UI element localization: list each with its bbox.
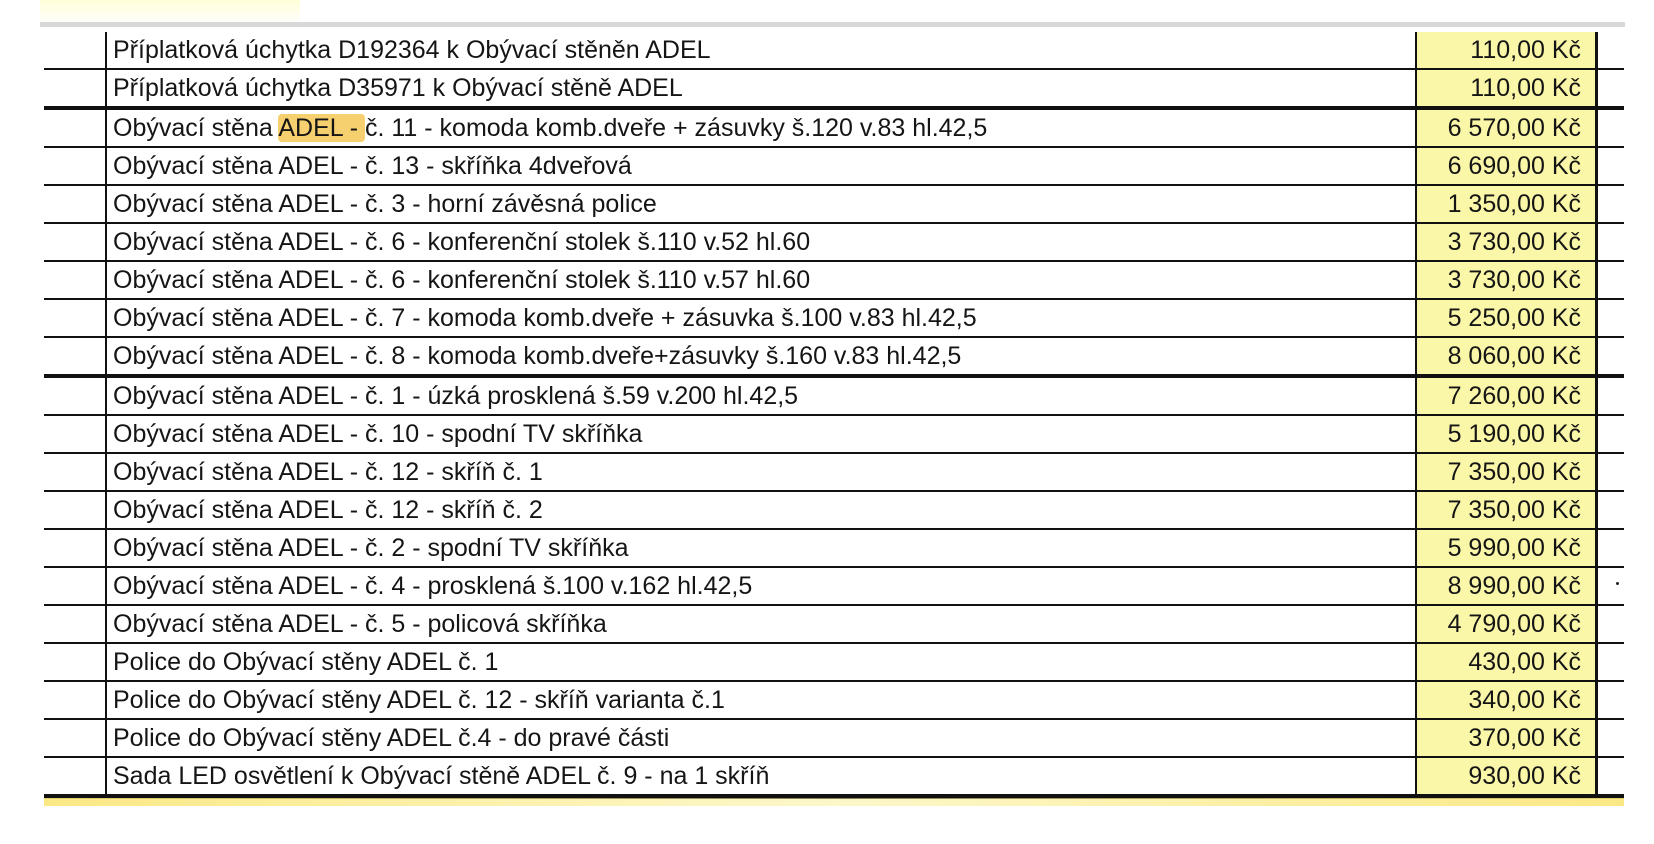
table-row bbox=[44, 108, 1624, 147]
table-top-edge bbox=[40, 22, 1625, 27]
empty-cell bbox=[44, 223, 106, 261]
table-row bbox=[44, 605, 1624, 643]
scan-speck bbox=[1616, 582, 1619, 585]
empty-cell bbox=[44, 376, 106, 415]
item-name: Obývací stěna ADEL - č. 12 - skříň č. 1 bbox=[106, 453, 1416, 491]
table-row bbox=[44, 415, 1624, 453]
empty-cell bbox=[44, 529, 106, 567]
item-price: 340,00 Kč bbox=[1416, 681, 1597, 719]
item-name: Obývací stěna ADEL - č. 8 - komoda komb.dveře+zásuvky š.160 v.83 hl.42,5 bbox=[106, 337, 1416, 376]
empty-cell bbox=[1597, 147, 1625, 185]
empty-cell bbox=[1597, 491, 1625, 529]
item-price: 1 350,00 Kč bbox=[1416, 185, 1597, 223]
table-row bbox=[44, 643, 1624, 681]
empty-cell bbox=[44, 261, 106, 299]
item-price: 110,00 Kč bbox=[1416, 32, 1597, 69]
empty-cell bbox=[44, 69, 106, 108]
table-row bbox=[44, 757, 1624, 797]
empty-cell bbox=[44, 681, 106, 719]
item-price: 5 190,00 Kč bbox=[1416, 415, 1597, 453]
item-name: Obývací stěna ADEL - č. 6 - konferenční stolek š.110 v.52 hl.60 bbox=[106, 223, 1416, 261]
item-price: 3 730,00 Kč bbox=[1416, 223, 1597, 261]
item-price: 5 250,00 Kč bbox=[1416, 299, 1597, 337]
empty-cell bbox=[1597, 108, 1625, 147]
item-price: 7 350,00 Kč bbox=[1416, 491, 1597, 529]
item-name: Police do Obývací stěny ADEL č. 1 bbox=[106, 643, 1416, 681]
empty-cell bbox=[1597, 223, 1625, 261]
empty-cell bbox=[1597, 719, 1625, 757]
table-row bbox=[44, 719, 1624, 757]
table-row bbox=[44, 223, 1624, 261]
empty-cell bbox=[1597, 261, 1625, 299]
table-row bbox=[44, 337, 1624, 376]
empty-cell bbox=[44, 567, 106, 605]
item-name: Obývací stěna ADEL - č. 3 - horní závěsná police bbox=[106, 185, 1416, 223]
empty-cell bbox=[1597, 757, 1625, 797]
empty-cell bbox=[1597, 605, 1625, 643]
item-name: Obývací stěna ADEL - č. 7 - komoda komb.dveře + zásuvka š.100 v.83 hl.42,5 bbox=[106, 299, 1416, 337]
empty-cell bbox=[1597, 643, 1625, 681]
table-row bbox=[44, 529, 1624, 567]
item-price: 5 990,00 Kč bbox=[1416, 529, 1597, 567]
empty-cell bbox=[44, 147, 106, 185]
item-name: Příplatková úchytka D192364 k Obývací stěněn ADEL bbox=[106, 32, 1416, 69]
item-price: 930,00 Kč bbox=[1416, 757, 1597, 797]
item-price: 7 350,00 Kč bbox=[1416, 453, 1597, 491]
empty-cell bbox=[44, 32, 106, 69]
empty-cell bbox=[1597, 32, 1625, 69]
table-row bbox=[44, 453, 1624, 491]
empty-cell bbox=[1597, 529, 1625, 567]
highlighter-mark bbox=[44, 798, 1624, 806]
table-row bbox=[44, 261, 1624, 299]
item-price: 7 260,00 Kč bbox=[1416, 376, 1597, 415]
empty-cell bbox=[44, 108, 106, 147]
item-name: Obývací stěna ADEL - č. 10 - spodní TV skříňka bbox=[106, 415, 1416, 453]
item-price: 6 570,00 Kč bbox=[1416, 108, 1597, 147]
item-price: 3 730,00 Kč bbox=[1416, 261, 1597, 299]
empty-cell bbox=[1597, 337, 1625, 376]
item-price: 8 060,00 Kč bbox=[1416, 337, 1597, 376]
table-row bbox=[44, 299, 1624, 337]
empty-cell bbox=[44, 719, 106, 757]
item-name: Obývací stěna ADEL - č. 1 - úzká prosklená š.59 v.200 hl.42,5 bbox=[106, 376, 1416, 415]
price-table bbox=[44, 32, 1624, 799]
empty-cell bbox=[1597, 453, 1625, 491]
empty-cell bbox=[44, 185, 106, 223]
table-row bbox=[44, 147, 1624, 185]
item-price: 8 990,00 Kč bbox=[1416, 567, 1597, 605]
empty-cell bbox=[1597, 567, 1625, 605]
table-row bbox=[44, 32, 1624, 69]
item-name-part: č. 11 - komoda komb.dveře + zásuvky š.120 v.83 hl.42,5 bbox=[364, 114, 988, 142]
table-row bbox=[44, 567, 1624, 605]
highlighter-mark bbox=[40, 0, 300, 24]
item-name: Obývací stěna ADEL - č. 6 - konferenční stolek š.110 v.57 hl.60 bbox=[106, 261, 1416, 299]
table-row bbox=[44, 69, 1624, 108]
empty-cell bbox=[1597, 415, 1625, 453]
table-row bbox=[44, 185, 1624, 223]
empty-cell bbox=[44, 643, 106, 681]
table-row bbox=[44, 376, 1624, 415]
empty-cell bbox=[44, 605, 106, 643]
empty-cell bbox=[1597, 299, 1625, 337]
item-price: 430,00 Kč bbox=[1416, 643, 1597, 681]
item-name bbox=[106, 108, 1416, 147]
item-name: Obývací stěna ADEL - č. 2 - spodní TV skříňka bbox=[106, 529, 1416, 567]
empty-cell bbox=[44, 415, 106, 453]
item-price: 370,00 Kč bbox=[1416, 719, 1597, 757]
highlighted-text: ADEL - bbox=[278, 114, 365, 142]
item-name: Obývací stěna ADEL - č. 4 - prosklená š.100 v.162 hl.42,5 bbox=[106, 567, 1416, 605]
item-name: Police do Obývací stěny ADEL č. 12 - skříň varianta č.1 bbox=[106, 681, 1416, 719]
item-name: Obývací stěna ADEL - č. 12 - skříň č. 2 bbox=[106, 491, 1416, 529]
empty-cell bbox=[1597, 376, 1625, 415]
empty-cell bbox=[44, 337, 106, 376]
item-name-part: Obývací stěna bbox=[113, 114, 279, 142]
empty-cell bbox=[44, 491, 106, 529]
empty-cell bbox=[44, 299, 106, 337]
empty-cell bbox=[44, 453, 106, 491]
item-name: Obývací stěna ADEL - č. 13 - skříňka 4dveřová bbox=[106, 147, 1416, 185]
item-price: 6 690,00 Kč bbox=[1416, 147, 1597, 185]
empty-cell bbox=[1597, 185, 1625, 223]
item-name: Police do Obývací stěny ADEL č.4 - do pravé části bbox=[106, 719, 1416, 757]
empty-cell bbox=[1597, 69, 1625, 108]
table-row bbox=[44, 491, 1624, 529]
item-name: Příplatková úchytka D35971 k Obývací stěně ADEL bbox=[106, 69, 1416, 108]
item-price: 4 790,00 Kč bbox=[1416, 605, 1597, 643]
table-row bbox=[44, 681, 1624, 719]
item-name: Obývací stěna ADEL - č. 5 - policová skříňka bbox=[106, 605, 1416, 643]
empty-cell bbox=[44, 757, 106, 797]
empty-cell bbox=[1597, 681, 1625, 719]
item-name: Sada LED osvětlení k Obývací stěně ADEL č. 9 - na 1 skříň bbox=[106, 757, 1416, 797]
item-price: 110,00 Kč bbox=[1416, 69, 1597, 108]
